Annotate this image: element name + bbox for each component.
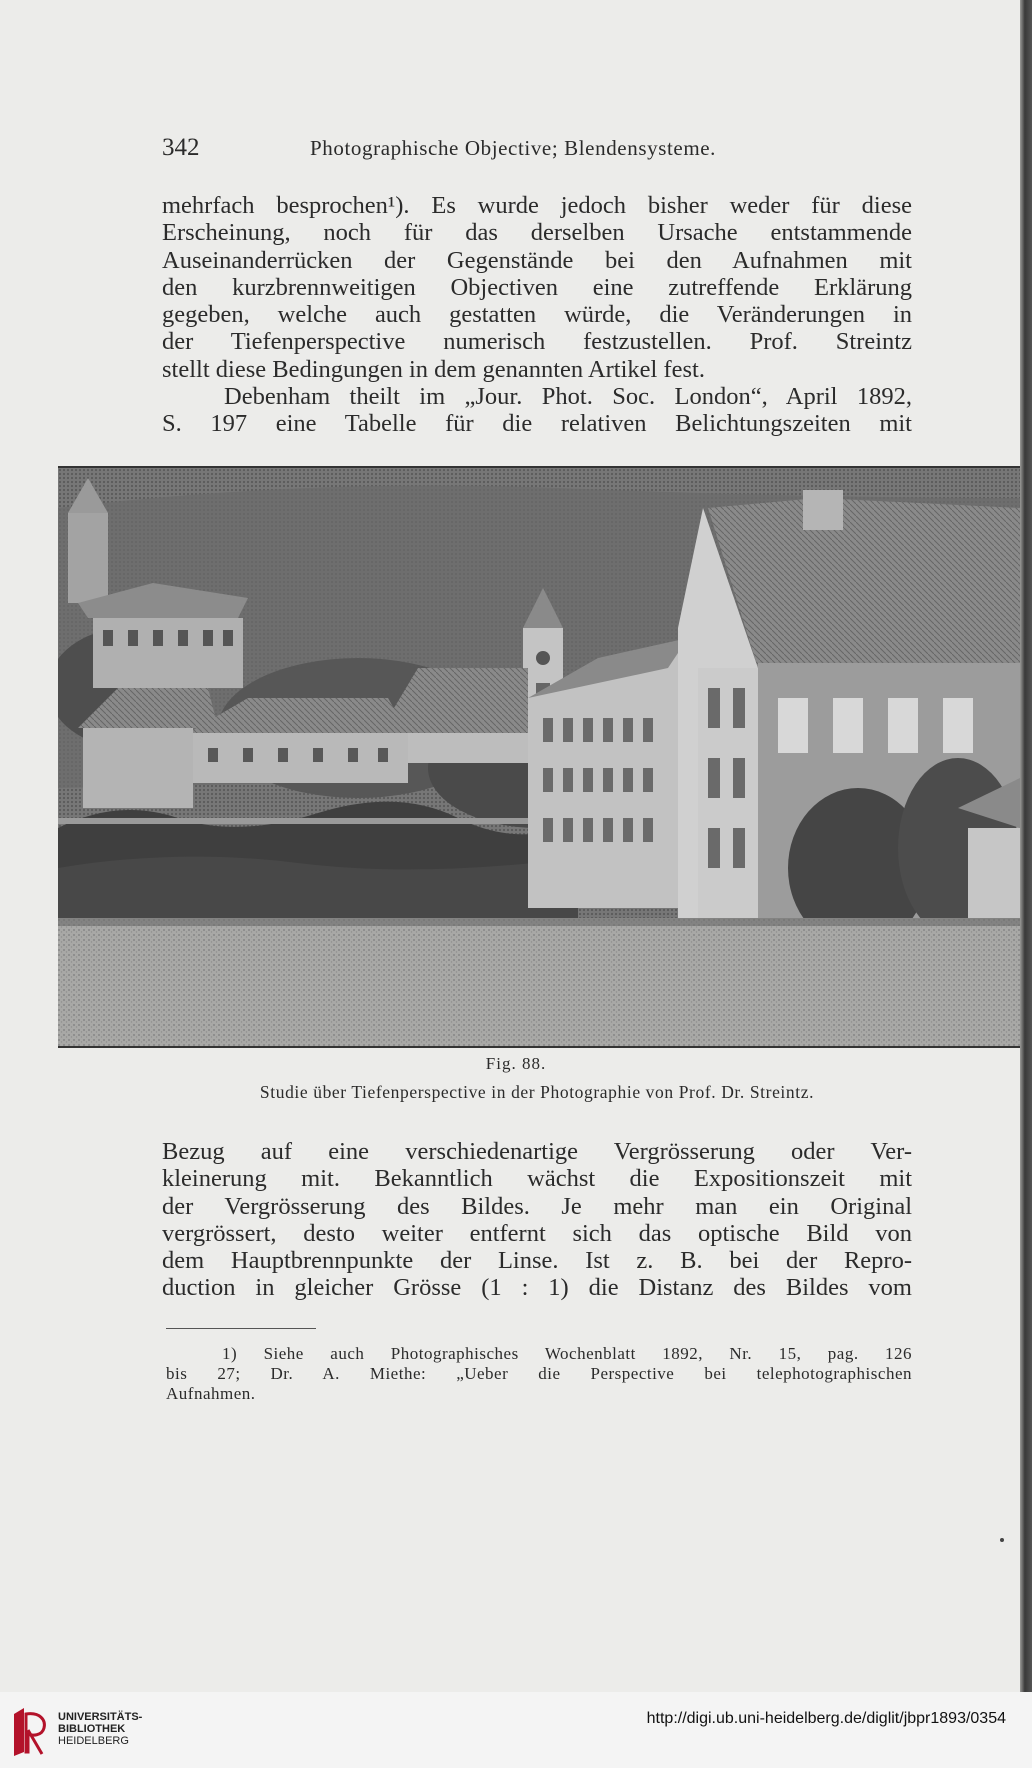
logo-line-3: HEIDELBERG <box>58 1735 129 1747</box>
library-logo-text <box>58 1711 142 1747</box>
text-line: vergrössert, desto weiter entfernt sich das optische Bild von <box>162 1219 912 1247</box>
library-footer <box>0 1692 1032 1768</box>
text-line: Bezug auf eine verschiedenartige Vergrösserung oder Ver- <box>162 1138 912 1165</box>
page-number: 342 <box>162 134 200 161</box>
text-line: Debenham theilt im „Jour. Phot. Soc. London“, April 1892, <box>224 383 912 410</box>
figure-photograph <box>58 466 1020 1048</box>
paragraph-2 <box>162 383 912 438</box>
library-logo-icon <box>10 1706 50 1758</box>
figure-caption: Studie über Tiefenperspective in der Photographie von Prof. Dr. Streintz. <box>259 1082 815 1102</box>
paragraph-1 <box>162 192 912 383</box>
text-line: gegeben, welche auch gestatten würde, die Veränderungen in <box>162 301 912 329</box>
figure-label: Fig. 88. <box>485 1054 547 1073</box>
text-line: Erscheinung, noch für das derselben Ursache entstammende <box>162 219 912 247</box>
footnote-line: bis 27; Dr. A. Miethe: „Ueber die Perspective bei telephotographischen <box>166 1364 912 1383</box>
text-line: Auseinanderrücken der Gegenstände bei den Aufnahmen mit <box>162 246 912 274</box>
text-line: kleinerung mit. Bekanntlich wächst die Expositionszeit mit <box>162 1165 912 1193</box>
footnote-line: 1) Siehe auch Photographisches Wochenblatt 1892, Nr. 15, pag. 126 <box>222 1344 912 1363</box>
logo-line-2: BIBLIOTHEK <box>58 1723 126 1735</box>
text-line: dem Hauptbrennpunkte der Linse. Ist z. B. bei der Repro- <box>162 1247 912 1275</box>
text-line: der Tiefenperspective numerisch festzustellen. Prof. Streintz <box>162 328 912 356</box>
running-title: Photographische Objective; Blendensysteme. <box>310 136 717 160</box>
text-line: duction in gleicher Grösse (1 : 1) die Distanz des Bildes vom <box>162 1274 912 1302</box>
text-line: stellt diese Bedingungen in dem genannten Artikel fest. <box>162 355 705 383</box>
footnote <box>166 1344 912 1404</box>
text-line: der Vergrösserung des Bildes. Je mehr man ein Original <box>162 1192 912 1220</box>
footnote-line: Aufnahmen. <box>166 1384 256 1403</box>
page-edge-shadow <box>1020 0 1032 1692</box>
scan-speck <box>1000 1538 1004 1542</box>
logo-line-1: UNIVERSITÄTS- <box>58 1711 143 1723</box>
photo-illustration <box>58 468 1020 1046</box>
source-url-link[interactable]: http://digi.ub.uni-heidelberg.de/diglit/jbpr1893/0354 <box>646 1710 1006 1727</box>
footnote-divider <box>166 1328 316 1329</box>
text-line: S. 197 eine Tabelle für die relativen Belichtungszeiten mit <box>162 410 912 438</box>
text-line: den kurzbrennweitigen Objectiven eine zutreffende Erklärung <box>162 273 912 301</box>
paragraph-3 <box>162 1138 912 1302</box>
text-line: mehrfach besprochen¹). Es wurde jedoch bisher weder für diese <box>162 192 912 219</box>
